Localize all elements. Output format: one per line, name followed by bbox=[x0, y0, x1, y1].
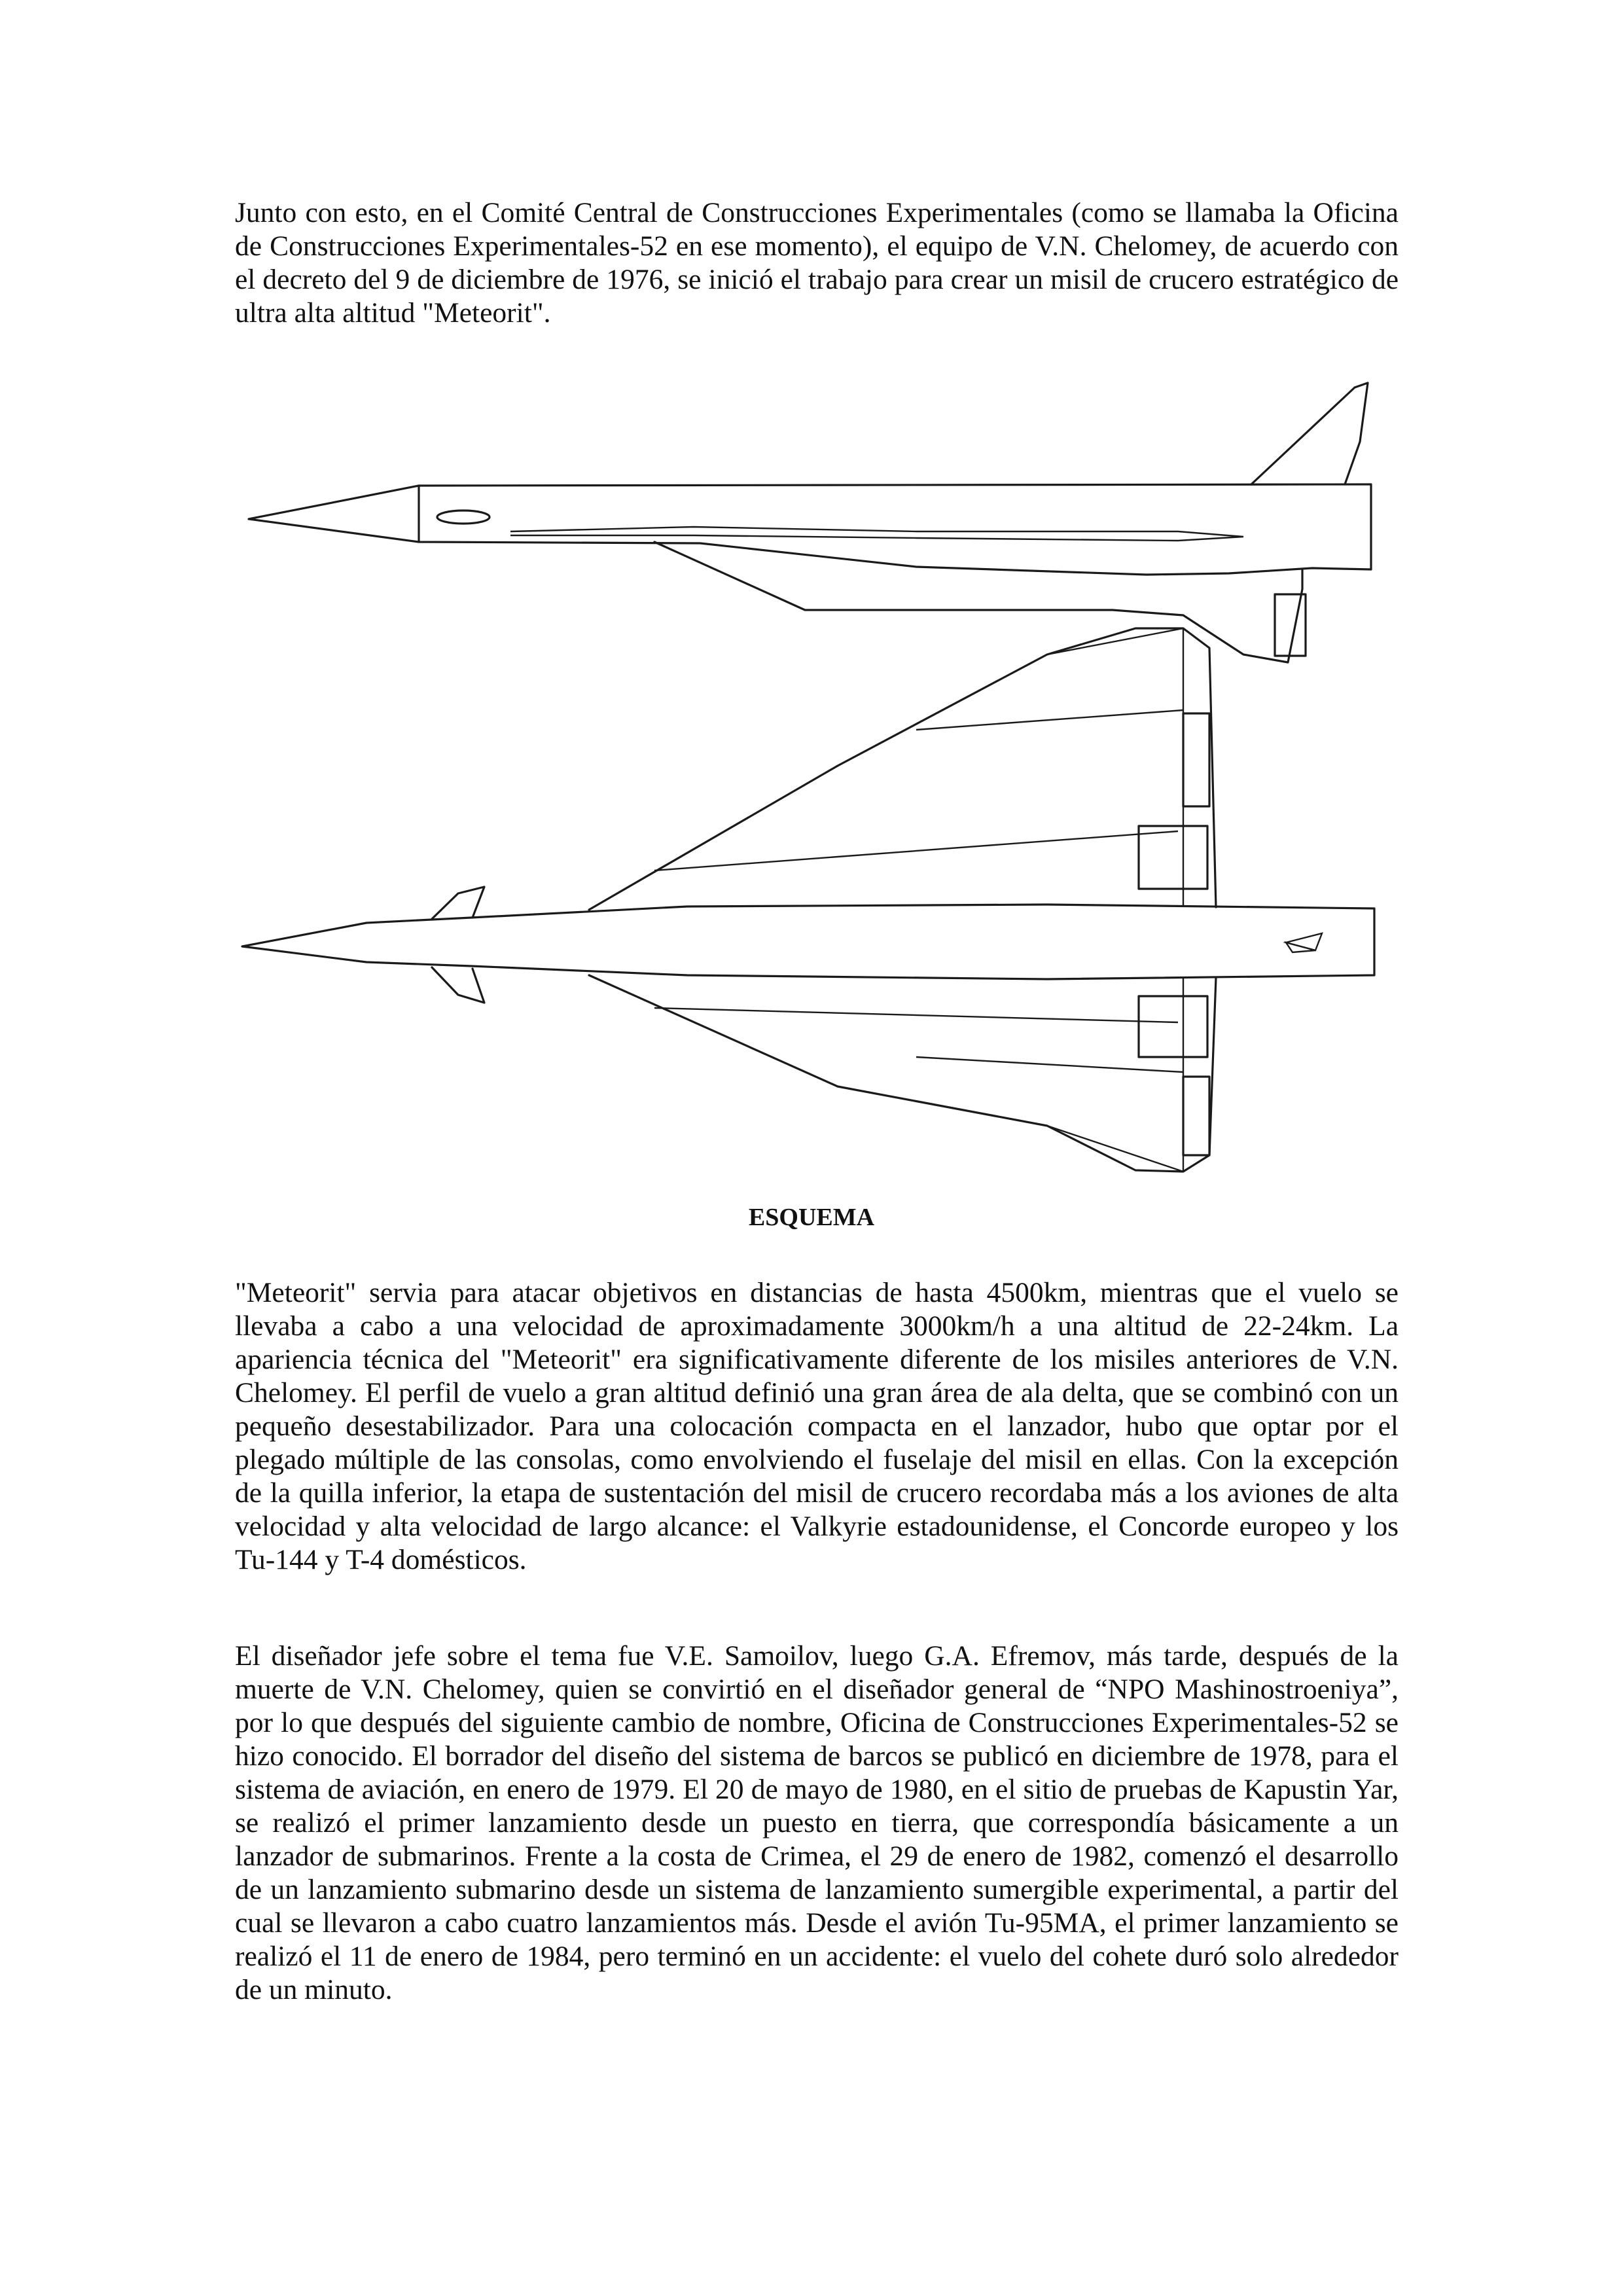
side-stripe bbox=[510, 527, 1243, 541]
top-wing-upper bbox=[589, 628, 1216, 910]
top-wing-lower bbox=[589, 975, 1216, 1172]
top-flap-lower-2 bbox=[1183, 1077, 1209, 1155]
side-view bbox=[249, 383, 1371, 662]
paragraph-2-text: El diseñador jefe sobre el tema fue V.E. Samoilov, luego G.A. Efremov, más tarde, después de la muerte de V.N. Chelomey, quien se convirtió en el diseñador general de “NPO Mashinostroeniya”, por lo que después del siguiente cambio de nombre, Oficina de Construcciones Experimentales-52 se hizo conocido. El borrador del diseño del sistema de barcos se publicó en diciembre de 1978, para el sistema de aviación, en enero de 1979. El 20 de mayo de 1980, en el sitio de pruebas de Kapustin Yar, se realizó el primer lanzamiento desde un puesto en tierra, que correspondía básicamente a un lanzador de submarinos. Frente a la costa de Crimea, el 29 de enero de 1982, comenzó el desarrollo de un lanzamiento submarino desde un sistema de lanzamiento sumergible experimental, a partir del cual se llevaron a cabo cuatro lanzamientos más. Desde el avión Tu-95MA, el primer lanzamiento se realizó el 11 de enero de 1984, pero terminó en un accidente: el vuelo del cohete duró solo alrededor de un minuto. bbox=[235, 1640, 1399, 2005]
paragraph-1 bbox=[235, 1276, 1399, 1577]
top-wing-lower-panel bbox=[654, 1008, 1183, 1172]
paragraph-1-text: "Meteorit" servia para atacar objetivos en distancias de hasta 4500km, mientras que el vuelo se llevaba a cabo a una velocidad de aproximadamente 3000km/h a una altitud de 22-24km. La apariencia técnica del "Meteorit" era significativamente diferente de los misiles anteriores de V.N. Chelomey. El perfil de vuelo a gran altitud definió una gran área de ala delta, que se combinó con un pequeño desestabilizador. Para una colocación compacta en el lanzador, hubo que optar por el plegado múltiple de las consolas, como envolviendo el fuselaje del misil en ellas. Con la excepción de la quilla inferior, la etapa de sustentación del misil de crucero recordaba más a los aviones de alta velocidad y alta velocidad de largo alcance: el Valkyrie estadounidense, el Concorde europeo y los Tu-144 y T-4 domésticos. bbox=[235, 1277, 1399, 1575]
top-view bbox=[242, 628, 1374, 1172]
top-fuselage bbox=[242, 905, 1374, 979]
top-flap-upper-2 bbox=[1139, 826, 1207, 889]
top-engine-mark-2 bbox=[1286, 942, 1315, 952]
intro-text: Junto con esto, en el Comité Central de Construcciones Experimentales (como se llamaba la Oficina de Construcciones Experimentales-52 en ese momento), el equipo de V.N. Chelomey, de acuerdo con el decreto del 9 de diciembre de 1976, se inició el trabajo para crear un misil de crucero estratégico de ultra alta altitud "Meteorit". bbox=[235, 197, 1399, 329]
top-canard-left bbox=[432, 887, 484, 919]
side-vertical-tail bbox=[1251, 383, 1368, 484]
top-canard-right bbox=[432, 967, 484, 1003]
top-flap-lower-1 bbox=[1139, 996, 1207, 1057]
top-wing-upper-panel bbox=[654, 628, 1183, 870]
figure-caption: ESQUEMA bbox=[748, 1204, 875, 1231]
top-flap-upper-1 bbox=[1183, 713, 1209, 806]
side-intake-oval bbox=[437, 511, 490, 524]
paragraph-2 bbox=[235, 1640, 1399, 2007]
